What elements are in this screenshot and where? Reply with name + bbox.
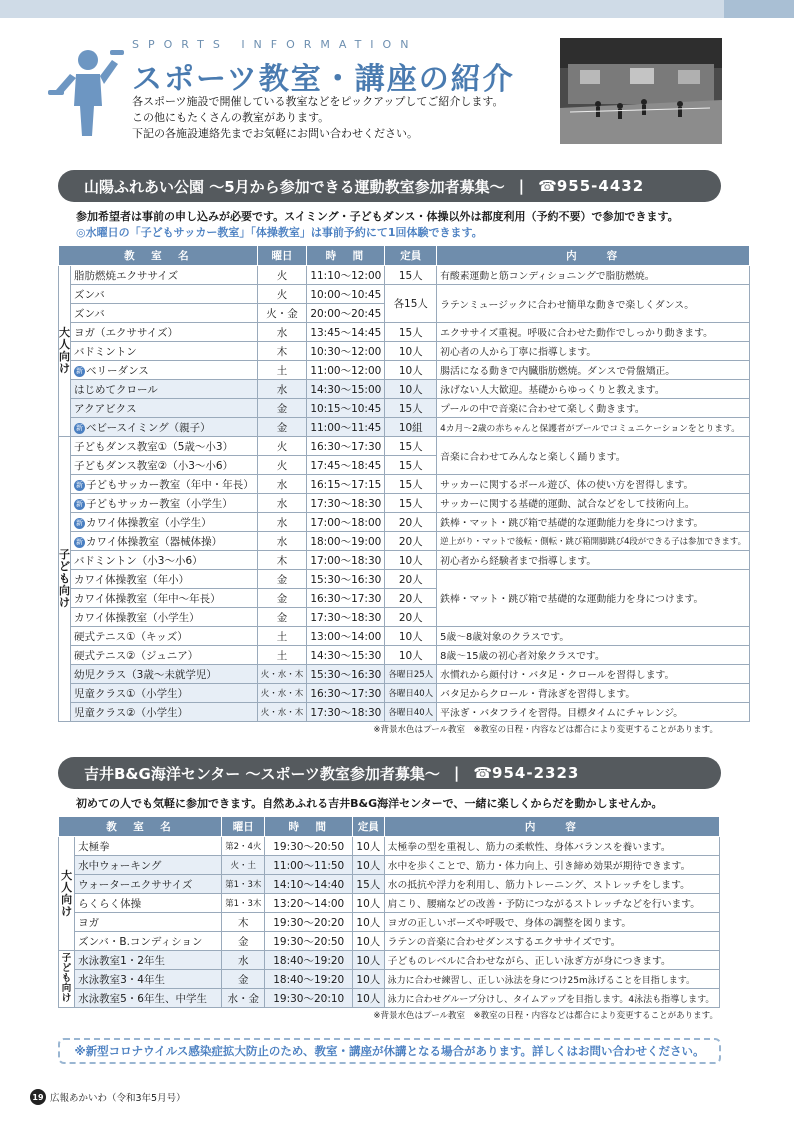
class-time: 14:10～14:40 [265,875,353,894]
column-header: 教 室 名 [59,817,222,837]
section-title: 吉井B&G海洋センター ～スポーツ教室参加者募集～ [84,764,440,783]
class-day: 水 [257,494,307,513]
class-capacity: 10人 [353,913,385,932]
class-day: 土 [257,627,307,646]
class-name: ズンバ・B.コンディション [75,932,222,951]
class-capacity: 10人 [353,951,385,970]
class-day: 火 [257,456,307,475]
separator: | [453,764,460,782]
schedule-table-yoshii [58,816,720,1008]
table-footnote: ※背景水色はプール教室 ※教室の日程・内容などは都合により変更することがあります。 [373,1011,718,1021]
intro-text [132,94,503,142]
class-capacity: 20人 [385,589,437,608]
table-row [59,627,750,646]
class-capacity: 10人 [353,856,385,875]
class-name: カワイ体操教室（小学生） [86,516,212,529]
class-name: 子どもダンス教室②（小3～小6） [71,456,258,475]
class-day: 木 [257,551,307,570]
table-row [59,513,750,532]
class-time: 11:00～12:00 [307,361,385,380]
class-description: 泳力に合わせグループ分けし、タイムアップを目指します。4泳法も指導します。 [384,989,719,1008]
class-name: ズンバ [71,304,258,323]
class-time: 10:00～10:45 [307,285,385,304]
table-row [59,951,720,970]
class-time: 17:00～18:30 [307,551,385,570]
class-description: 初心者から経験者まで指導します。 [437,551,750,570]
class-day: 金 [222,970,265,989]
class-day: 水 [222,951,265,970]
class-name: アクアビクス [71,399,258,418]
class-time: 14:30～15:00 [307,380,385,399]
class-description: サッカーに関する基礎的運動、試合などをして技術向上。 [437,494,750,513]
column-header: 曜日 [257,246,307,266]
class-description: サッカーに関するボール遊び、体の使い方を習得します。 [437,475,750,494]
class-name: ベリーダンス [86,364,149,377]
table-row [59,323,750,342]
class-name: 幼児クラス（3歳～未就学児） [71,665,258,684]
class-capacity: 各曜日40人 [385,684,437,703]
top-color-bar [0,0,794,18]
class-description: 有酸素運動と筋コンディショニングで脂肪燃焼。 [437,266,750,285]
class-name-cell [71,475,258,494]
table-row [59,380,750,399]
class-capacity: 15人 [385,266,437,285]
section-band-yoshii [58,757,721,789]
class-description: 泳力に合わせ練習し、正しい泳法を身につけ25m泳げることを目指します。 [384,970,719,989]
class-description: 水の抵抗や浮力を利用し、筋力トレーニング、ストレッチをします。 [384,875,719,894]
class-name: バドミントン [71,342,258,361]
column-header: 内 容 [437,246,750,266]
class-description: ラテンミュージックに合わせ簡単な動きで楽しくダンス。 [437,285,750,323]
class-name: 脂肪燃焼エクササイズ [71,266,258,285]
class-description: プールの中で音楽に合わせて楽しく動きます。 [437,399,750,418]
class-capacity: 20人 [385,532,437,551]
class-day: 金 [257,399,307,418]
class-description: 子どものレベルに合わせながら、正しい泳ぎ方が身につきます。 [384,951,719,970]
phone-number[interactable]: 954-2323 [492,764,580,782]
class-time: 17:30～18:30 [307,608,385,627]
class-capacity: 各15人 [385,285,437,323]
new-badge: 新 [76,480,83,489]
page-footer [30,1089,186,1105]
class-time: 16:30～17:30 [307,437,385,456]
new-badge: 新 [76,499,83,508]
class-day: 木 [222,913,265,932]
table-header-row [59,246,750,266]
new-badge: 新 [76,537,83,546]
class-day: 火 [257,437,307,456]
class-description: 逆上がり・マットで後転・側転・跳び箱開脚跳び4段ができる子は参加できます。 [437,532,750,551]
phone-icon: ☎ [473,764,493,782]
class-day: 火・水・木 [257,665,307,684]
column-header: 曜日 [222,817,265,837]
class-time: 18:40～19:20 [265,970,353,989]
class-capacity: 15人 [385,494,437,513]
class-capacity: 10人 [385,627,437,646]
column-header: 教 室 名 [59,246,258,266]
class-description: ヨガの正しいポーズや呼吸で、身体の調整を図ります。 [384,913,719,932]
class-day: 金 [257,418,307,437]
class-description: 鉄棒・マット・跳び箱で基礎的な運動能力を身につけます。 [437,570,750,627]
class-day: 木 [257,342,307,361]
class-day: 第1・3木 [222,875,265,894]
class-time: 16:15～17:15 [307,475,385,494]
class-day: 水・金 [222,989,265,1008]
class-time: 17:00～18:00 [307,513,385,532]
table-row [59,913,720,932]
class-day: 金 [222,932,265,951]
class-day: 火・土 [222,856,265,875]
class-description: 4カ月～2歳の赤ちゃんと保護者がプールでコミュニケーションをとります。 [437,418,750,437]
class-time: 16:30～17:30 [307,589,385,608]
class-capacity: 15人 [385,475,437,494]
table-row [59,361,750,380]
class-day: 火・金 [257,304,307,323]
section-note: 初めての人でも気軽に参加できます。自然あふれる吉井B&G海洋センターで、一緒に楽しくからだを動かしませんか。 [76,797,663,810]
class-time: 19:30～20:10 [265,989,353,1008]
class-time: 11:00～11:45 [307,418,385,437]
class-name: ズンバ [71,285,258,304]
table-row [59,989,720,1008]
class-name: 硬式テニス①（キッズ） [71,627,258,646]
table-row [59,475,750,494]
class-day: 火・水・木 [257,703,307,722]
table-row [59,932,720,951]
column-header: 定員 [385,246,437,266]
class-capacity: 15人 [385,437,437,456]
class-name: カワイ体操教室（器械体操） [86,535,223,548]
class-name: カワイ体操教室（小学生） [71,608,258,627]
group-label-adult: 大人向け [59,837,75,951]
table-row [59,418,750,437]
class-day: 火 [257,285,307,304]
class-capacity: 10人 [385,380,437,399]
class-day: 水 [257,513,307,532]
section-note-highlight: ◎水曜日の「子どもサッカー教室」「体操教室」は事前予約にて1回体験できます。 [76,226,483,239]
class-description: 平泳ぎ・バタフライを習得。目標タイムにチャレンジ。 [437,703,750,722]
class-time: 10:15～10:45 [307,399,385,418]
class-description: 肩こり、腰痛などの改善・予防につながるストレッチなどを行います。 [384,894,719,913]
page-number: 19 [30,1089,46,1105]
class-name-cell [71,418,258,437]
class-name: バドミントン（小3～小6） [71,551,258,570]
new-badge: 新 [76,366,83,375]
class-day: 水 [257,323,307,342]
table-row [59,875,720,894]
class-name: 子どもサッカー教室（年中・年長） [86,478,254,491]
table-row [59,703,750,722]
class-time: 19:30～20:50 [265,932,353,951]
new-badge: 新 [76,518,83,527]
class-name: 児童クラス②（小学生） [71,703,258,722]
class-time: 15:30～16:30 [307,665,385,684]
section-title: 山陽ふれあい公園 ～5月から参加できる運動教室参加者募集～ [84,177,505,196]
publication-name: 広報あかいわ（令和3年5月号） [50,1093,186,1104]
class-day: 水 [257,532,307,551]
class-time: 13:00～14:00 [307,627,385,646]
table-row [59,570,750,589]
table-header-row [59,817,720,837]
class-day: 第1・3木 [222,894,265,913]
class-capacity: 10人 [353,970,385,989]
class-time: 13:45～14:45 [307,323,385,342]
class-day: 土 [257,361,307,380]
class-time: 11:00～11:50 [265,856,353,875]
class-time: 11:10～12:00 [307,266,385,285]
class-day: 火・水・木 [257,684,307,703]
intro-line: この他にもたくさんの教室があります。 [132,111,330,124]
class-description: 腸活になる動きで内臓脂肪燃焼。ダンスで骨盤矯正。 [437,361,750,380]
top-color-bar-accent [724,0,794,18]
table-row [59,285,750,304]
class-name: 水泳教室5・6年生、中学生 [75,989,222,1008]
class-name: カワイ体操教室（年小） [71,570,258,589]
class-capacity: 10人 [385,646,437,665]
intro-line: 各スポーツ施設で開催している教室などをピックアップしてご紹介します。 [132,95,504,108]
class-name: 児童クラス①（小学生） [71,684,258,703]
class-capacity: 20人 [385,570,437,589]
intro-line: 下記の各施設連絡先までお気軽にお問い合わせください。 [132,127,418,140]
class-name: ウォーターエクササイズ [75,875,222,894]
table-footnote: ※背景水色はプール教室 ※教室の日程・内容などは都合により変更することがあります。 [373,725,718,735]
class-name: カワイ体操教室（年中～年長） [71,589,258,608]
class-name-cell [71,513,258,532]
class-time: 20:00～20:45 [307,304,385,323]
class-time: 18:00～19:00 [307,532,385,551]
class-capacity: 20人 [385,513,437,532]
class-description: ラテンの音楽に合わせダンスするエクササイズです。 [384,932,719,951]
class-time: 18:40～19:20 [265,951,353,970]
class-description: 泳げない人大歓迎。基礎からゆっくりと教えます。 [437,380,750,399]
class-name: ヨガ [75,913,222,932]
class-day: 金 [257,608,307,627]
class-name: らくらく体操 [75,894,222,913]
class-name: はじめてクロール [71,380,258,399]
class-description: 鉄棒・マット・跳び箱で基礎的な運動能力を身につけます。 [437,513,750,532]
class-time: 17:45～18:45 [307,456,385,475]
group-label-adult: 大人向け [59,266,71,437]
class-capacity: 10人 [385,361,437,380]
class-name-cell [71,361,258,380]
group-label-children: 子ども向け [59,437,71,722]
class-day: 火 [257,266,307,285]
table-row [59,266,750,285]
phone-number[interactable]: 955-4432 [556,177,645,195]
class-description: 初心者の人から丁寧に指導します。 [437,342,750,361]
class-capacity: 10人 [385,342,437,361]
table-row [59,532,750,551]
class-name: ベビースイミング（親子） [86,421,211,434]
separator: | [518,177,525,195]
table-row [59,342,750,361]
class-name: 水泳教室3・4年生 [75,970,222,989]
column-header: 時 間 [265,817,353,837]
table-row [59,837,720,856]
class-capacity: 10人 [353,837,385,856]
class-capacity: 15人 [385,456,437,475]
table-row [59,894,720,913]
class-name-cell [71,494,258,513]
class-name: 硬式テニス②（ジュニア） [71,646,258,665]
class-name: 子どもダンス教室①（5歳～小3） [71,437,258,456]
table-row [59,970,720,989]
class-time: 16:30～17:30 [307,684,385,703]
class-time: 13:20～14:00 [265,894,353,913]
covid-notice: ※新型コロナウイルス感染症拡大防止のため、教室・講座が休講となる場合があります。詳しくはお問い合わせください。 [58,1038,721,1064]
column-header: 時 間 [307,246,385,266]
table-row [59,551,750,570]
table-row [59,646,750,665]
class-description: 太極拳の型を重視し、筋力の柔軟性、身体バランスを養います。 [384,837,719,856]
class-capacity: 15人 [385,399,437,418]
sports-information-label: SPORTS INFORMATION [132,38,418,51]
class-capacity: 10組 [385,418,437,437]
table-row [59,437,750,456]
table-row [59,856,720,875]
class-name: ヨガ（エクササイズ） [71,323,258,342]
class-day: 水 [257,475,307,494]
section-band-sanyo [58,170,721,202]
class-time: 17:30～18:30 [307,494,385,513]
class-name: 水中ウォーキング [75,856,222,875]
class-capacity: 20人 [385,608,437,627]
table-row [59,494,750,513]
class-capacity: 15人 [353,875,385,894]
table-row [59,665,750,684]
class-name: 水泳教室1・2年生 [75,951,222,970]
class-description: バタ足からクロール・背泳ぎを習得します。 [437,684,750,703]
class-description: 水中を歩くことで、筋力・体力向上、引き締め効果が期待できます。 [384,856,719,875]
gym-photo [560,38,722,144]
class-time: 14:30～15:30 [307,646,385,665]
schedule-table-sanyo [58,245,750,722]
group-label-children: 子ども向け [59,951,75,1008]
class-time: 17:30～18:30 [307,703,385,722]
class-capacity: 10人 [353,894,385,913]
class-time: 15:30～16:30 [307,570,385,589]
class-time: 19:30～20:50 [265,837,353,856]
column-header: 定員 [353,817,385,837]
page-title: スポーツ教室・講座の紹介 [132,62,515,97]
class-day: 金 [257,570,307,589]
class-description: エクササイズ重視。呼吸に合わせた動作でしっかり動きます。 [437,323,750,342]
class-day: 第2・4火 [222,837,265,856]
class-capacity: 10人 [353,932,385,951]
table-row [59,399,750,418]
new-badge: 新 [76,423,83,432]
class-time: 19:30～20:20 [265,913,353,932]
class-description: 8歳～15歳の初心者対象クラスです。 [437,646,750,665]
class-capacity: 10人 [385,551,437,570]
class-description: 水慣れから顔付け・バタ足・クロールを習得します。 [437,665,750,684]
class-description: 音楽に合わせてみんなと楽しく踊ります。 [437,437,750,475]
class-capacity: 10人 [353,989,385,1008]
class-day: 金 [257,589,307,608]
column-header: 内 容 [384,817,719,837]
class-time: 10:30～12:00 [307,342,385,361]
class-capacity: 各曜日40人 [385,703,437,722]
class-capacity: 各曜日25人 [385,665,437,684]
phone-icon: ☎ [538,177,557,195]
class-name: 太極拳 [75,837,222,856]
class-name: 子どもサッカー教室（小学生） [86,497,233,510]
section-note: 参加希望者は事前の申し込みが必要です。スイミング・子どもダンス・体操以外は都度利用（予約不要）で参加できます。 [76,210,679,223]
table-row [59,684,750,703]
class-day: 水 [257,380,307,399]
class-day: 土 [257,646,307,665]
class-name-cell [71,532,258,551]
class-capacity: 15人 [385,323,437,342]
athlete-icon [48,42,126,138]
class-description: 5歳～8歳対象のクラスです。 [437,627,750,646]
